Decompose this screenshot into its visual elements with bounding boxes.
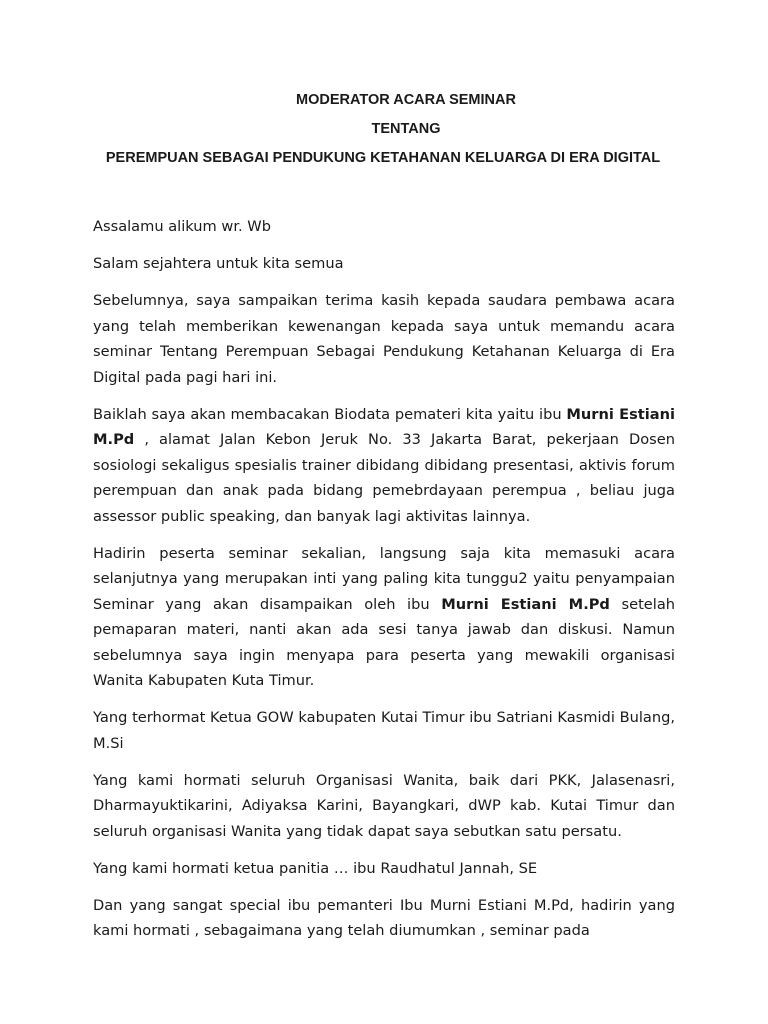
paragraph-organisasi: Yang kami hormati seluruh Organisasi Wanita, baik dari PKK, Jalasenasri, Dharmayuktikarini, Adiyaksa Karini, Bayangkari, dWP kab. Kutai Timur dan seluruh organisasi Wanita yang tidak dapat saya sebutkan satu persatu. <box>93 771 675 840</box>
paragraph-biodata <box>93 402 675 530</box>
title-line-3: PEREMPUAN SEBAGAI PENDUKUNG KETAHANAN KELUARGA DI ERA DIGITAL <box>105 150 661 166</box>
hadirin-text-start: Hadirin peserta seminar sekalian, langsung saja kita memasuki acara selanjutnya yang merupakan inti yang paling kita tunggu2 yaitu penyampaian Seminar yang akan disampaikan oleh ibu <box>93 544 675 613</box>
speaker-name: Murni Estiani M.Pd <box>93 405 675 448</box>
biodata-text-start: Baiklah saya akan membacakan Biodata pemateri kita yaitu ibu <box>93 405 567 423</box>
hadirin-text-end: setelah pemaparan materi, nanti akan ada sesi tanya jawab dan diskusi. Namun sebelumnya saya ingin menyapa para peserta yang mewakili organisasi Wanita Kabupaten Kuta Timur. <box>93 595 676 689</box>
title-line-1: MODERATOR ACARA SEMINAR <box>296 92 516 108</box>
title-line-2: TENTANG <box>371 121 441 137</box>
speaker-name: Murni Estiani M.Pd <box>441 595 610 613</box>
document-title-block <box>0 88 768 171</box>
greeting-sejahtera: Salam sejahtera untuk kita semua <box>93 255 344 272</box>
paragraph-ketua-panitia: Yang kami hormati ketua panitia … ibu Raudhatul Jannah, SE <box>93 859 538 877</box>
paragraph-intro: Sebelumnya, saya sampaikan terima kasih kepada saudara pembawa acara yang telah memberikan kewenangan kepada saya untuk memandu acara seminar Tentang Perempuan Sebagai Pendukung Ketahanan Keluarga di Era Digital pada pagi hari ini. <box>93 292 675 386</box>
paragraph-ketua-gow: Yang terhormat Ketua GOW kabupaten Kutai Timur ibu Satriani Kasmidi Bulang, M.Si <box>93 709 675 752</box>
biodata-text-end: , alamat Jalan Kebon Jeruk No. 33 Jakarta Barat, pekerjaan Dosen sosiologi sekaligus spesialis trainer dibidang dibidang presentasi, aktivis forum perempuan dan anak pada bidang pemebrdayaan perempua , beliau juga assessor public speaking, dan banyak lagi aktivitas lainnya. <box>93 431 675 525</box>
greeting-salam: Assalamu alikum wr. Wb <box>93 218 271 235</box>
paragraph-special: Dan yang sangat special ibu pemanteri Ibu Murni Estiani M.Pd, hadirin yang kami hormati , sebagaimana yang telah diumumkan , seminar pada <box>93 896 675 939</box>
document-body <box>93 214 675 955</box>
paragraph-hadirin <box>93 541 675 694</box>
